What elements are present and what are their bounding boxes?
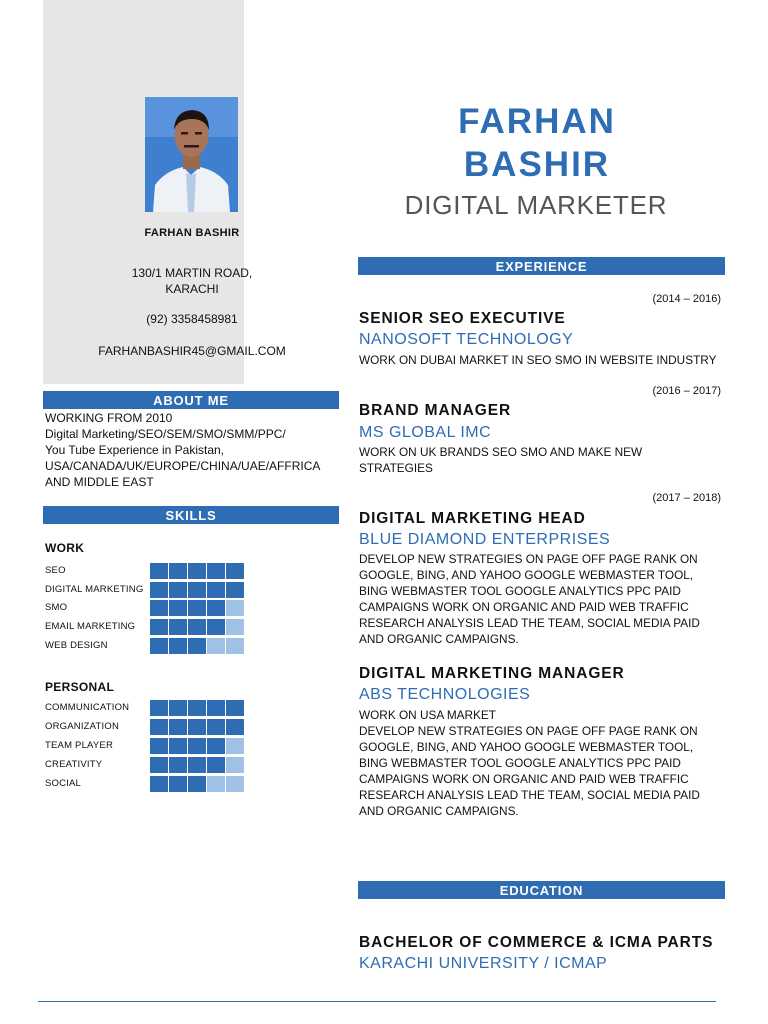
skill-block-filled	[226, 582, 244, 598]
skill-label: DIGITAL MARKETING	[45, 583, 144, 595]
skill-level-meter	[150, 582, 244, 598]
skill-block-filled	[169, 582, 187, 598]
job-date: (2014 – 2016)	[652, 293, 721, 305]
skill-block-filled	[207, 600, 225, 616]
about-line: You Tube Experience in Pakistan,	[45, 443, 225, 457]
skill-level-meter	[150, 619, 244, 635]
skill-row	[45, 600, 241, 616]
skill-block-filled	[188, 700, 206, 716]
work-skills-heading: WORK	[45, 541, 85, 555]
skill-block-filled	[150, 638, 168, 654]
description-line: WORK ON UK BRANDS SEO SMO AND MAKE NEW	[359, 445, 643, 459]
description-line: DEVELOP NEW STRATEGIES ON PAGE OFF PAGE RANK ON	[359, 724, 698, 738]
description-line: RESEARCH ANALYSIS LEAD THE TEAM, SOCIAL MEDIA PAID	[359, 616, 700, 630]
skill-label: TEAM PLAYER	[45, 740, 114, 751]
skill-block-empty	[207, 638, 225, 654]
skill-block-filled	[150, 757, 168, 773]
skill-label: WEB DESIGN	[45, 639, 108, 651]
skill-label: SEO	[45, 565, 66, 576]
skill-block-filled	[226, 563, 244, 579]
about-line: WORKING FROM 2010	[45, 411, 173, 425]
about-me-text	[45, 410, 341, 490]
skill-block-filled	[207, 563, 225, 579]
footer-divider	[38, 1001, 716, 1002]
skill-block-filled	[169, 600, 187, 616]
skill-block-empty	[226, 619, 244, 635]
skill-block-filled	[226, 700, 244, 716]
skill-level-meter	[150, 700, 244, 716]
skill-level-meter	[150, 600, 244, 616]
description-line: RESEARCH ANALYSIS LEAD THE TEAM, SOCIAL MEDIA PAID	[359, 788, 700, 802]
description-line: BING WEBMASTER TOOL GOOGLE ANALYTICS PPC PAID	[359, 584, 681, 598]
job-company: NANOSOFT TECHNOLOGY	[359, 331, 574, 348]
experience-heading-bar	[358, 257, 725, 275]
skill-block-filled	[150, 738, 168, 754]
description-line: CAMPAIGNS WORK ON ORGANIC AND PAID WEB TRAFFIC	[359, 600, 689, 614]
job-headline: DIGITAL MARKETER	[404, 190, 668, 220]
skill-row	[45, 719, 241, 735]
skill-level-meter	[150, 776, 244, 792]
skill-block-filled	[207, 582, 225, 598]
skill-block-filled	[188, 619, 206, 635]
skill-label: SOCIAL	[45, 778, 82, 789]
profile-photo	[145, 97, 238, 212]
skill-row	[45, 619, 241, 635]
skill-block-filled	[188, 738, 206, 754]
skill-block-filled	[169, 638, 187, 654]
job-date: (2016 – 2017)	[652, 385, 721, 397]
skill-block-filled	[169, 757, 187, 773]
job-company: ABS TECHNOLOGIES	[359, 686, 531, 703]
skill-row	[45, 582, 241, 598]
skill-row	[45, 757, 241, 773]
education-heading: EDUCATION	[499, 883, 584, 898]
about-line: USA/CANADA/UK/EUROPE/CHINA/UAE/AFFRICA	[45, 459, 321, 473]
description-line: GOOGLE, BING, AND YAHOO GOOGLE WEBMASTER TOOL,	[359, 568, 694, 582]
job-description	[359, 707, 725, 819]
description-line: BING WEBMASTER TOOL GOOGLE ANALYTICS PPC PAID	[359, 756, 681, 770]
about-line: Digital Marketing/SEO/SEM/SMO/SMM/PPC/	[45, 427, 286, 441]
skill-block-filled	[226, 719, 244, 735]
description-line: STRATEGIES	[359, 461, 433, 475]
skills-heading-bar	[43, 506, 339, 524]
sidebar-name: FARHAN BASHIR	[144, 227, 240, 239]
skill-block-filled	[188, 638, 206, 654]
skill-block-filled	[188, 563, 206, 579]
first-name: FARHAN	[458, 102, 616, 141]
description-line: GOOGLE, BING, AND YAHOO GOOGLE WEBMASTER TOOL,	[359, 740, 694, 754]
last-name: BASHIR	[463, 145, 611, 184]
skill-label: ORGANIZATION	[45, 721, 120, 732]
contact-phone: (92) 3358458981	[146, 312, 238, 326]
contact-email: FARHANBASHIR45@GMAIL.COM	[98, 344, 286, 358]
candidate-name	[421, 100, 653, 186]
job-description	[359, 551, 725, 647]
skill-label: CREATIVITY	[45, 759, 103, 770]
skill-block-filled	[188, 776, 206, 792]
about-me-heading-bar	[43, 391, 339, 409]
job-company: BLUE DIAMOND ENTERPRISES	[359, 531, 611, 548]
skill-block-filled	[207, 719, 225, 735]
skill-block-filled	[150, 582, 168, 598]
skill-level-meter	[150, 757, 244, 773]
address-line: KARACHI	[165, 282, 219, 296]
skill-block-filled	[207, 757, 225, 773]
job-description	[359, 444, 725, 476]
skill-block-empty	[226, 600, 244, 616]
skill-row	[45, 738, 241, 754]
skill-block-filled	[169, 776, 187, 792]
skill-block-filled	[150, 563, 168, 579]
description-line: WORK ON USA MARKET	[359, 708, 496, 722]
skill-block-empty	[226, 738, 244, 754]
skill-block-filled	[188, 582, 206, 598]
skill-row	[45, 700, 241, 716]
description-line: AND ORGANIC CAMPAIGNS.	[359, 804, 519, 818]
about-line: AND MIDDLE EAST	[45, 475, 154, 489]
skill-label: EMAIL MARKETING	[45, 621, 136, 633]
skill-level-meter	[150, 719, 244, 735]
skill-block-filled	[188, 719, 206, 735]
skill-row	[45, 776, 241, 792]
skills-heading: SKILLS	[165, 508, 217, 523]
skill-label: COMMUNICATION	[45, 702, 130, 713]
description-line: CAMPAIGNS WORK ON ORGANIC AND PAID WEB TRAFFIC	[359, 772, 689, 786]
skill-label: SMO	[45, 602, 68, 614]
about-me-heading: ABOUT ME	[153, 393, 229, 408]
job-company: MS GLOBAL IMC	[359, 424, 492, 441]
job-description	[359, 352, 725, 368]
education-school: KARACHI UNIVERSITY / ICMAP	[359, 955, 608, 972]
description-line: DEVELOP NEW STRATEGIES ON PAGE OFF PAGE RANK ON	[359, 552, 698, 566]
skill-level-meter	[150, 638, 244, 654]
skill-block-filled	[150, 719, 168, 735]
skill-block-filled	[188, 757, 206, 773]
skill-block-filled	[169, 738, 187, 754]
skill-block-filled	[207, 700, 225, 716]
address-line: 130/1 MARTIN ROAD,	[131, 266, 253, 280]
experience-heading: EXPERIENCE	[495, 259, 588, 274]
skill-block-filled	[150, 776, 168, 792]
skill-level-meter	[150, 738, 244, 754]
skill-block-empty	[226, 757, 244, 773]
job-title: DIGITAL MARKETING HEAD	[359, 510, 586, 527]
skill-block-filled	[169, 700, 187, 716]
skill-level-meter	[150, 563, 244, 579]
job-title: DIGITAL MARKETING MANAGER	[359, 665, 625, 682]
skill-block-filled	[169, 563, 187, 579]
job-title: BRAND MANAGER	[359, 402, 512, 419]
skill-block-filled	[150, 600, 168, 616]
skill-block-filled	[207, 619, 225, 635]
skill-block-filled	[169, 619, 187, 635]
skill-block-filled	[169, 719, 187, 735]
skill-block-filled	[150, 700, 168, 716]
skill-block-empty	[226, 638, 244, 654]
skill-block-filled	[150, 619, 168, 635]
description-line: AND ORGANIC CAMPAIGNS.	[359, 632, 519, 646]
job-date: (2017 – 2018)	[652, 492, 721, 504]
skill-block-empty	[226, 776, 244, 792]
description-line: WORK ON DUBAI MARKET IN SEO SMO IN WEBSITE INDUSTRY	[359, 353, 717, 367]
skill-block-filled	[188, 600, 206, 616]
skill-block-filled	[207, 738, 225, 754]
skill-row	[45, 563, 241, 579]
personal-skills-heading: PERSONAL	[45, 680, 115, 694]
education-heading-bar	[358, 881, 725, 899]
education-degree: BACHELOR OF COMMERCE & ICMA PARTS	[359, 934, 714, 951]
skill-row	[45, 638, 241, 654]
job-title: SENIOR SEO EXECUTIVE	[359, 310, 566, 327]
skill-block-empty	[207, 776, 225, 792]
contact-address	[43, 265, 341, 297]
